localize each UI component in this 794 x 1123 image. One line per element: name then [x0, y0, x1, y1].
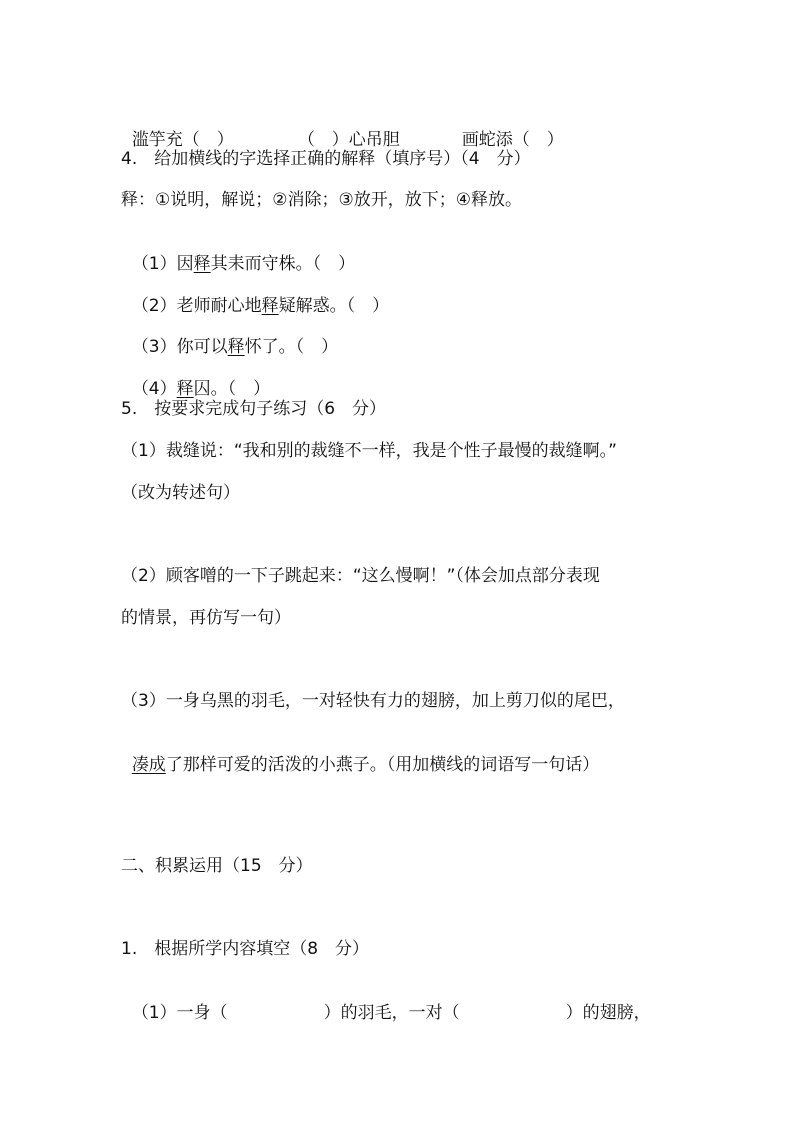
section-2-heading: 二、积累运用（15 分） [121, 856, 313, 876]
section-2-q1-line-1: （1）一身（ ）的羽毛，一对（ ）的翅膀， [131, 1003, 651, 1023]
q4-heading: 4. 给加横线的字选择正确的解释（填序号）（4 分） [121, 149, 531, 169]
q4-item-4: （4）释囚。（ ） [131, 379, 271, 399]
q4-definitions: 释：①说明，解说；②消除；③放开，放下；④释放。 [121, 190, 522, 210]
idiom-item-1: 滥竽充（ ） [131, 130, 234, 150]
underlined-word: 凑成 [131, 755, 166, 775]
idiom-item-3: 画蛇添（ ） [461, 130, 564, 150]
section-2-q1-heading: 1. 根据所学内容填空（8 分） [121, 939, 370, 959]
q5-sentence-1-line-2: （改为转述句） [121, 483, 240, 503]
q5-sentence-2-line-1: （2）顾客噌的一下子跳起来：“这么慢啊！”（体会加点部分表现 [121, 566, 600, 586]
q4-item-1: （1）因释其耒而守株。（ ） [131, 254, 356, 274]
q5-sentence-3-line-2: 凑成了那样可爱的活泼的小燕子。（用加横线的词语写一句话） [131, 755, 600, 775]
underlined-char: 释 [176, 379, 194, 399]
idiom-row [121, 107, 564, 151]
q5-sentence-2-line-2: 的情景，再仿写一句） [121, 608, 291, 628]
underlined-char: 释 [261, 296, 279, 316]
q5-sentence-1-line-1: （1）裁缝说：“我和别的裁缝不一样，我是个性子最慢的裁缝啊。” [121, 441, 617, 461]
q5-heading: 5. 按要求完成句子练习（6 分） [121, 399, 387, 419]
q5-sentence-3-line-1: （3）一身乌黑的羽毛，一对轻快有力的翅膀，加上剪刀似的尾巴， [121, 691, 625, 711]
underlined-char: 释 [193, 254, 211, 274]
q4-item-2: （2）老师耐心地释疑解惑。（ ） [131, 296, 390, 316]
idiom-item-2: （ ）心吊胆 [297, 130, 400, 150]
q4-item-3: （3）你可以释怀了。（ ） [131, 337, 339, 357]
underlined-char: 释 [227, 337, 245, 357]
